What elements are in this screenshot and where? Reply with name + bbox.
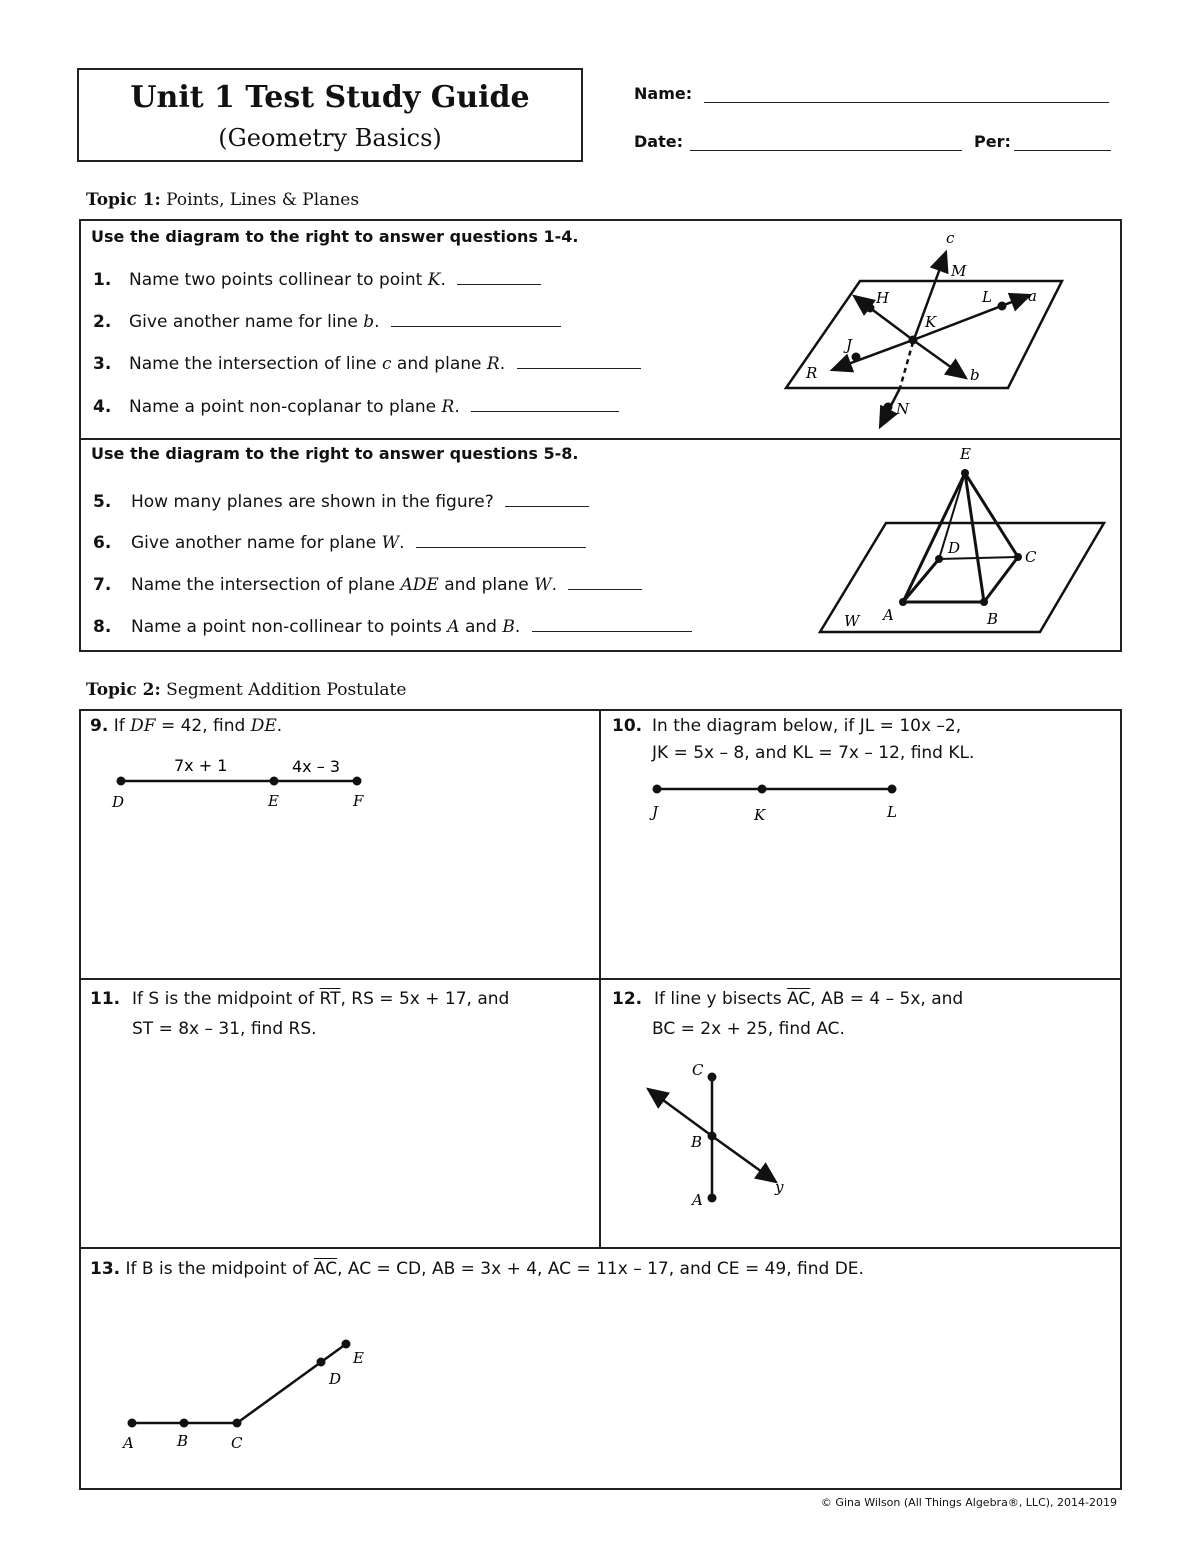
label-B: B	[177, 1432, 189, 1450]
label-7x-plus-1: 7x + 1	[174, 756, 228, 775]
label-a: a	[1028, 287, 1037, 305]
label-c: c	[946, 229, 955, 247]
topic2-hdivider-2	[79, 1247, 1122, 1249]
question-10-line2: JK = 5x – 8, and KL = 7x – 12, find KL.	[652, 743, 975, 763]
label-E: E	[960, 445, 971, 463]
question-8: 8. Name a point non-collinear to points A and B.	[93, 615, 692, 637]
question-11: 11. If S is the midpoint of $\overline{RT}$, RS = 5x + 17, and	[90, 989, 510, 1009]
date-label: Date:	[634, 132, 683, 151]
diagram-segment-DF	[100, 745, 390, 815]
question-6: 6. Give another name for plane W.	[93, 531, 586, 553]
label-R: R	[806, 364, 818, 382]
label-A: A	[883, 606, 894, 624]
label-E: E	[268, 792, 279, 810]
label-D: D	[948, 539, 961, 557]
question-12-line2: BC = 2x + 25, find AC.	[652, 1019, 845, 1039]
topic1-label: Topic 1:	[86, 190, 161, 210]
label-B: B	[691, 1133, 703, 1151]
title-box	[77, 68, 583, 162]
label-W: W	[844, 612, 860, 630]
topic2-title: Segment Addition Postulate	[166, 680, 407, 700]
page-subtitle: (Geometry Basics)	[218, 124, 442, 152]
question-13: 13. If B is the midpoint of $\overline{AC}$, AC = CD, AB = 3x + 4, AC = 11x – 17, and CE = 49, find DE.	[90, 1259, 864, 1279]
label-C: C	[231, 1434, 243, 1452]
label-M: M	[951, 262, 967, 280]
question-5: 5. How many planes are shown in the figure?	[93, 490, 589, 512]
question-2: 2. Give another name for line b.	[93, 310, 561, 332]
name-field[interactable]	[704, 102, 1109, 103]
label-J: J	[652, 803, 659, 821]
label-L: L	[887, 803, 897, 821]
topic2-hdivider-1	[79, 978, 1122, 980]
page-title: Unit 1 Test Study Guide	[130, 80, 530, 115]
diagram-line-plane	[770, 222, 1080, 436]
label-C: C	[692, 1061, 704, 1079]
question-12: 12. If line y bisects $\overline{AC}$, AB = 4 – 5x, and	[612, 989, 964, 1009]
diagram-pyramid-plane	[810, 440, 1115, 636]
copyright-footer: © Gina Wilson (All Things Algebra®, LLC), 2014-2019	[820, 1496, 1117, 1509]
label-y: y	[775, 1178, 784, 1196]
question-10: 10. In the diagram below, if JL = 10x –2,	[612, 716, 962, 736]
diagram-segment-JL	[640, 775, 920, 830]
label-C: C	[1025, 548, 1037, 566]
label-E: E	[353, 1349, 364, 1367]
section-b-header: Use the diagram to the right to answer questions 5-8.	[91, 444, 579, 463]
question-4: 4. Name a point non-coplanar to plane R.	[93, 395, 619, 417]
question-9: 9. If DF = 42, find DE.	[90, 716, 283, 736]
label-K: K	[754, 806, 766, 824]
per-label: Per:	[974, 132, 1011, 151]
date-field[interactable]	[690, 150, 962, 151]
topic2-heading	[86, 680, 406, 700]
label-A: A	[692, 1191, 703, 1209]
answer-blank-5[interactable]	[505, 490, 589, 507]
label-b: b	[970, 366, 980, 384]
label-B: B	[987, 610, 999, 628]
answer-blank-3[interactable]	[517, 352, 641, 369]
label-D: D	[112, 793, 125, 811]
answer-blank-1[interactable]	[457, 268, 541, 285]
answer-blank-7[interactable]	[568, 573, 642, 590]
label-D: D	[329, 1370, 342, 1388]
label-K: K	[925, 313, 937, 331]
label-J: J	[846, 336, 853, 354]
diagram-bent-segment	[110, 1330, 380, 1460]
answer-blank-6[interactable]	[416, 531, 586, 548]
question-3: 3. Name the intersection of line c and plane R.	[93, 352, 641, 374]
label-4x-minus-3: 4x – 3	[292, 757, 340, 776]
per-field[interactable]	[1014, 150, 1111, 151]
question-11-line2: ST = 8x – 31, find RS.	[132, 1019, 317, 1039]
label-H: H	[876, 289, 890, 307]
answer-blank-8[interactable]	[532, 615, 692, 632]
question-1: 1. Name two points collinear to point K.	[93, 268, 541, 290]
label-L: L	[982, 288, 992, 306]
question-7: 7. Name the intersection of plane ADE and plane W.	[93, 573, 642, 595]
diagram-bisector	[636, 1058, 806, 1213]
answer-blank-2[interactable]	[391, 310, 561, 327]
answer-blank-4[interactable]	[471, 395, 619, 412]
name-label: Name:	[634, 84, 693, 103]
label-F: F	[353, 792, 364, 810]
label-A: A	[123, 1434, 134, 1452]
topic1-heading	[86, 190, 359, 210]
section-a-header: Use the diagram to the right to answer questions 1-4.	[91, 227, 579, 246]
topic1-title: Points, Lines & Planes	[166, 190, 360, 210]
label-N: N	[896, 400, 910, 418]
topic2-label: Topic 2:	[86, 680, 161, 700]
